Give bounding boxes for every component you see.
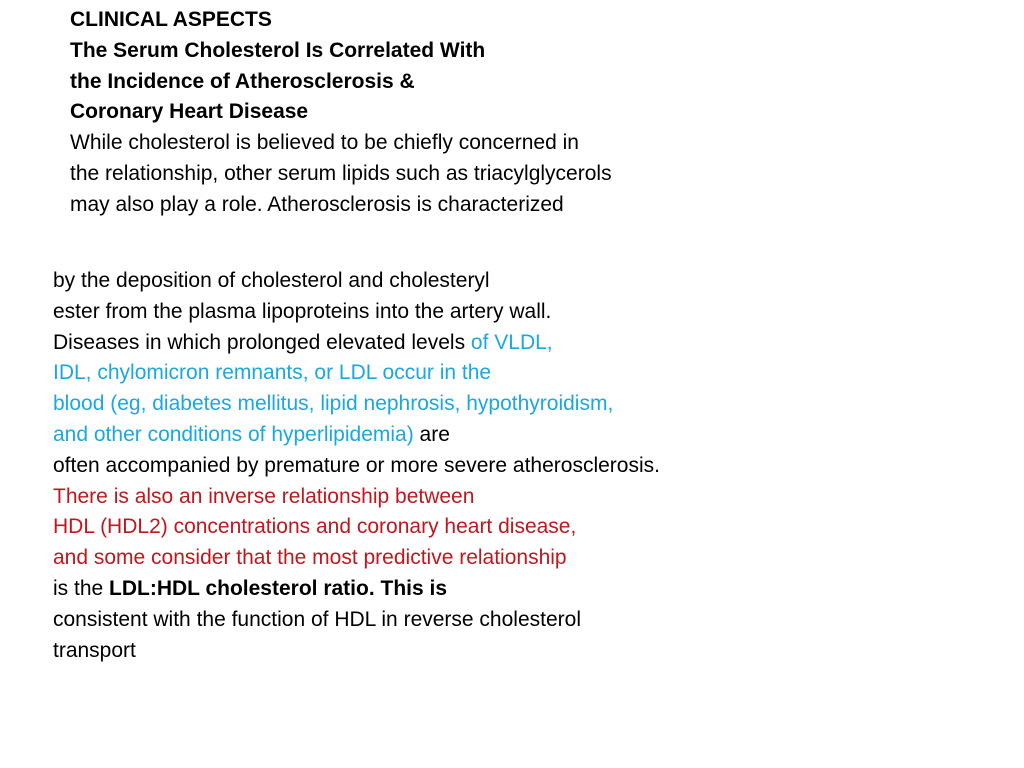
paragraph-line: the relationship, other serum lipids such as triacylglycerols — [70, 161, 612, 185]
body-line: often accompanied by premature or more severe atherosclerosis. — [53, 453, 660, 477]
bold-ratio-text: LDL:HDL cholesterol ratio. This is — [109, 576, 448, 600]
highlight-blue-text: and other conditions of hyperlipidemia) — [53, 422, 414, 446]
subheading-line: the Incidence of Atherosclerosis & — [70, 69, 415, 93]
highlight-blue-line: IDL, chylomicron remnants, or LDL occur in the — [53, 361, 492, 385]
highlight-red-line: and some consider that the most predictive relationship — [53, 546, 567, 570]
top-text-block — [70, 5, 612, 221]
body-line: transport — [53, 638, 136, 662]
highlight-blue-text: of VLDL, — [470, 330, 553, 354]
section-heading: CLINICAL ASPECTS — [70, 8, 272, 31]
body-text-block — [53, 266, 660, 666]
highlight-red-line: HDL (HDL2) concentrations and coronary heart disease, — [53, 515, 577, 539]
highlight-red-line: There is also an inverse relationship between — [53, 484, 475, 508]
body-line — [53, 420, 660, 451]
subheading-line: Coronary Heart Disease — [70, 100, 309, 124]
body-line: consistent with the function of HDL in reverse cholesterol — [53, 607, 581, 631]
body-line — [53, 574, 660, 605]
body-text: is the — [53, 576, 110, 600]
paragraph-line: While cholesterol is believed to be chiefly concerned in — [70, 131, 579, 155]
body-line: by the deposition of cholesterol and cholesteryl — [53, 269, 490, 292]
body-text: Diseases in which prolonged elevated levels — [53, 330, 471, 354]
subheading-line: The Serum Cholesterol Is Correlated With — [70, 38, 486, 62]
body-text: are — [413, 422, 450, 446]
body-line — [53, 328, 660, 359]
paragraph-line: may also play a role. Atherosclerosis is characterized — [70, 192, 564, 216]
highlight-blue-line: blood (eg, diabetes mellitus, lipid nephrosis, hypothyroidism, — [53, 392, 614, 416]
body-line: ester from the plasma lipoproteins into the artery wall. — [53, 299, 552, 323]
